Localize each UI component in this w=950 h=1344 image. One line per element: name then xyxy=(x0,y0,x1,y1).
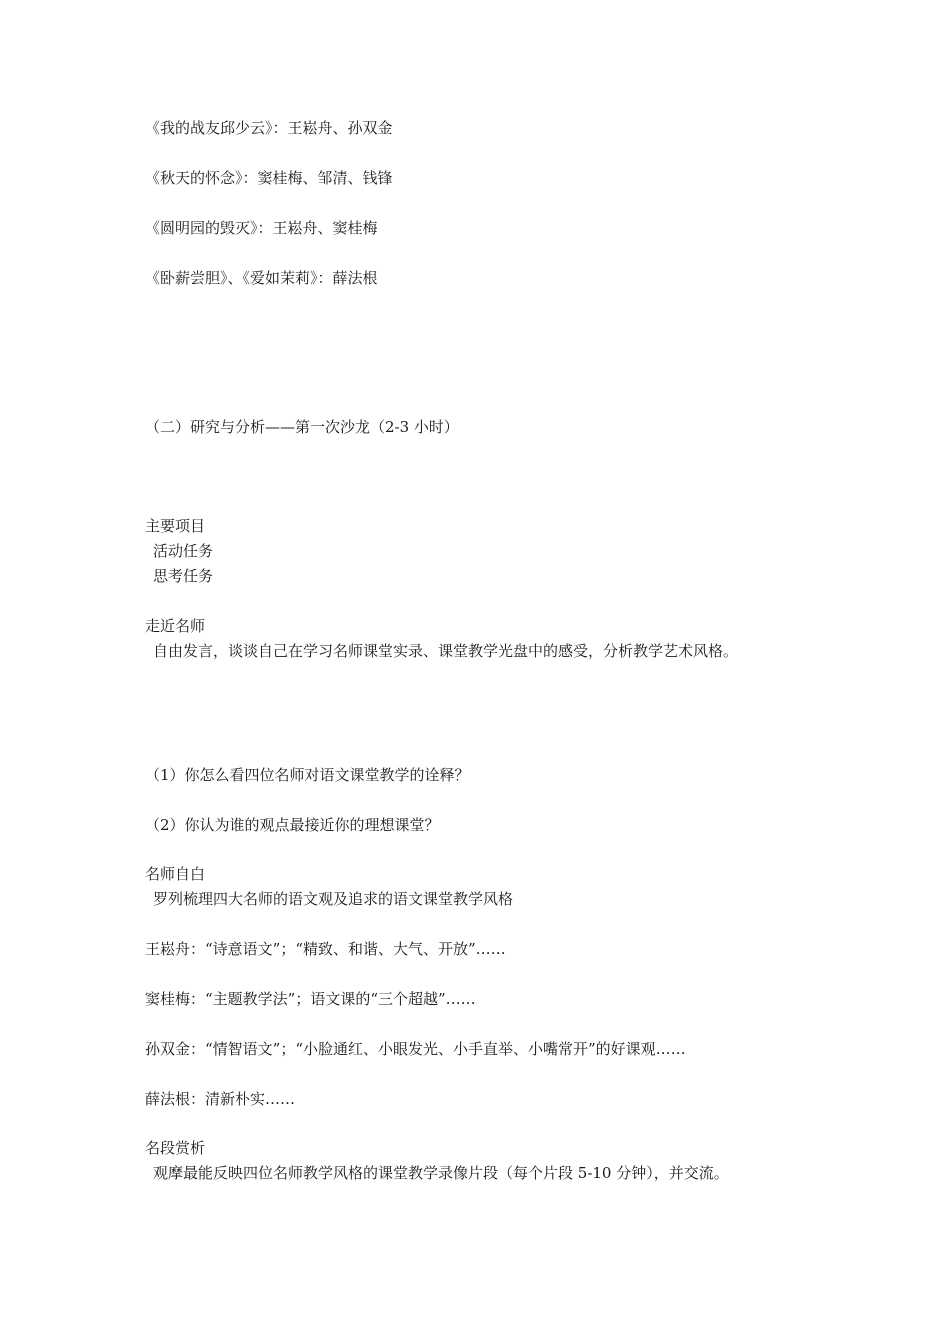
main-items-label: 主要项目 xyxy=(145,517,206,535)
reference-line: 《秋天的怀念》：窦桂梅、邹清、钱锋 xyxy=(145,169,393,187)
reference-line: 《卧薪尝胆》、《爱如茉莉》：薛法根 xyxy=(145,269,378,287)
appreciation-title: 名段赏析 xyxy=(145,1139,206,1157)
reference-line: 《圆明园的毁灭》：王崧舟、窦桂梅 xyxy=(145,219,378,237)
section-heading: （二）研究与分析——第一次沙龙（2-3 小时） xyxy=(145,418,459,436)
teacher-line-sun: 孙双金：“情智语文”；“小脸通红、小眼发光、小手直举、小嘴常开”的好课观…… xyxy=(145,1040,686,1058)
self-statement-title: 名师自白 xyxy=(145,865,206,883)
teacher-line-wang: 王崧舟：“诗意语文”；“精致、和谐、大气、开放”…… xyxy=(145,940,506,958)
reference-line: 《我的战友邱少云》：王崧舟、孙双金 xyxy=(145,119,393,137)
activity-task-label: 活动任务 xyxy=(153,542,214,560)
teacher-line-dou: 窦桂梅：“主题教学法”；语文课的“三个超越”…… xyxy=(145,990,476,1008)
teacher-line-xue: 薛法根：清新朴实…… xyxy=(145,1090,296,1108)
walk-near-description: 自由发言，谈谈自己在学习名师课堂实录、课堂教学光盘中的感受，分析教学艺术风格。 xyxy=(153,642,739,660)
question-1: （1）你怎么看四位名师对语文课堂教学的诠释？ xyxy=(145,766,470,784)
appreciation-description: 观摩最能反映四位名师教学风格的课堂教学录像片段（每个片段 5-10 分钟），并交流。 xyxy=(153,1164,729,1182)
self-statement-description: 罗列梳理四大名师的语文观及追求的语文课堂教学风格 xyxy=(153,890,514,908)
thinking-task-label: 思考任务 xyxy=(153,567,214,585)
walk-near-title: 走近名师 xyxy=(145,617,206,635)
question-2: （2）你认为谁的观点最接近你的理想课堂？ xyxy=(145,816,440,834)
